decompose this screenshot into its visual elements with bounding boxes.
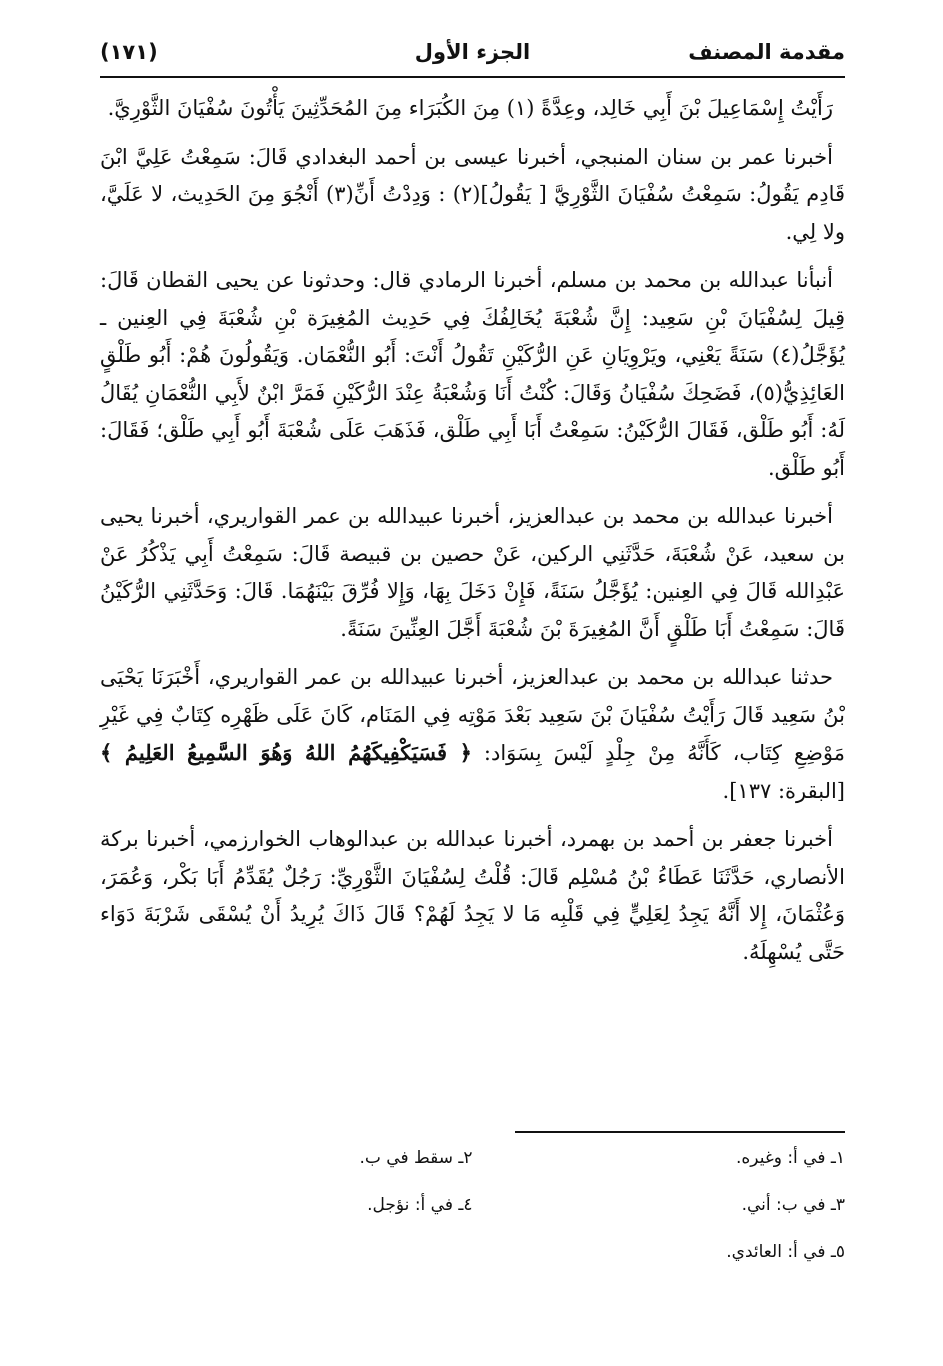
paragraph-4: أخبرنا عبدالله بن محمد بن عبدالعزيز، أخبرنا عبيدالله بن عمر القواريري، أخبرنا يحيى بن سعيد، عَنْ شُعْبَةَ، حَدَّثَنِي الركين، عَنْ حصين بن قبيصة قَالَ: سَمِعْتُ أَبِي يَذْكُرُ عَنْ عَبْدِالله قَالَ فِي العِنين: يُؤَجَّلُ سَنَةً، فَإِنْ دَخَلَ بِهَا، وَإِلا فُرِّقَ بَيْنَهُمَا. قَالَ: وَحَدَّثَنِي الرُّكَيْنُ قَالَ: سَمِعْتُ أَبَا طَلْقٍ أَنَّ المُغِيرَةَ بْنَ شُعْبَةَ أَجَّلَ العِنِّينَ سَنَةً. (100, 504, 845, 641)
section-title: مقدمة المصنف (688, 40, 845, 64)
page-body (100, 90, 845, 982)
paragraph-5 (100, 659, 845, 810)
paragraph-3: أنبأنا عبدالله بن محمد بن مسلم، أخبرنا الرمادي قال: وحدثونا عن يحيى القطان قَالَ: قِيلَ لِسُفْيَانَ بْنِ سَعِيد: إِنَّ شُعْبَةَ يُخَالِفُكَ فِي حَدِيث المُغِيرَة بْنِ شُعْبَةَ فِي العِنين ـ يُؤَجَّلُ(٤) سَنَةً يَعْنِي، ويَرْوِيَانِ عَنِ الرُّكَيْنِ تَقُولُ أَنْتَ: أَبُو النُّعْمَان. وَيَقُولُونَ هُمْ: أَبُو طَلْقٍ العَائِذِيُّ(٥)، فَضَحِكَ سُفْيَانُ وَقَالَ: كُنْتُ أَنَا وَشُعْبَةُ عِنْدَ الرُّكَيْنِ فَمَرَّ ابْنٌ لأَبِي النُّعْمَانِ يُقَالُ لَهُ: أَبُو طَلْق، فَقَالَ الرُّكَيْنُ: سَمِعْتُ أَبَا أَبِي طَلْق، فَذَهَبَ عَلَى شُعْبَةَ أَبُو أَبِي طَلْق؛ فَقَالَ: أَبُو طَلْق. (100, 268, 845, 480)
volume-title: الجزء الأول (414, 40, 531, 64)
footnote-1: ١ـ في أ: وغيره. (736, 1148, 845, 1168)
footnote-4: ٤ـ في أ: نؤجل. (367, 1195, 473, 1215)
page-number: (١٧١) (100, 40, 158, 64)
quran-reference: [البقرة: ١٣٧]. (722, 778, 845, 803)
footnote-2: ٢ـ سقط في ب. (359, 1148, 473, 1168)
paragraph-5-text: حدثنا عبدالله بن محمد بن عبدالعزيز، أخبرنا عبيدالله بن عمر القواريري، أَخْبَرَنَا يَحْيَى بْنُ سَعِيد قَالَ رَأَيْتُ سُفْيَانَ بْنَ سَعِيد بَعْدَ مَوْتِه فِي المَنَام، كَانَ عَلَى ظَهْرِه كِتَابٌ فِي غَيْرِ مَوْضِعِ كِتَاب، كَأَنَّهُ مِنْ جِلْدٍ لَيْسَ بِسَوَاد: (100, 665, 846, 765)
footnotes (100, 1148, 845, 1289)
paragraph-6: أخبرنا جعفر بن أحمد بن بهمرد، أخبرنا عبدالله بن عبدالوهاب الخوارزمي، أخبرنا بركة الأنصاري، حَدَّثَنَا عَطَاءُ بْنُ مُسْلِم قَالَ: قُلْتُ لِسُفْيَانَ الثَّوْرِيِّ: رَجُلٌ يُقَدِّمُ أَبَا بَكْر، وَعُمَرَ، وَعُثْمَانَ، إِلا أَنَّهُ يَجِدُ لِعَلِيٍّ فِي قَلْبِه مَا لا يَجِدُ لَهُمْ؟ قَالَ ذَاكَ يُرِيدُ أَنْ يُسْقَى شَرْبَةَ دَوَاء حَتَّى يُسْهِلَهُ. (100, 827, 845, 964)
footnote-5: ٥ـ في أ: العائدي. (726, 1242, 845, 1262)
header-divider (100, 76, 845, 78)
quran-quote: ﴿ فَسَيَكْفِيكَهُمُ اللهُ وَهُوَ السَّمِيعُ العَلِيمُ ﴾ (100, 740, 472, 765)
paragraph-2: أخبرنا عمر بن سنان المنبجي، أخبرنا عيسى بن أحمد البغدادي قَالَ: سَمِعْتُ عَلِيَّ ابْنَ قَادِم يَقُولُ: سَمِعْتُ سُفْيَانَ الثَّوْرِيَّ [ يَقُولُ](٢) : وَدِدْتُ أَنِّ(٣) أَنْجُوَ مِنَ الحَدِيث، لا عَلَيَّ، ولا لِي. (100, 144, 846, 244)
footnote-3: ٣ـ في ب: أني. (741, 1195, 845, 1215)
page-header (100, 40, 845, 70)
footnote-divider (515, 1131, 845, 1133)
paragraph-1: رَأَيْتُ إِسْمَاعِيلَ بْنَ أَبِي خَالِد، وعِدَّةً (١) مِنَ الكُبَرَاء مِنَ المُحَدِّثِينَ يَأْتُونَ سُفْيَانَ الثَّوْرِيَّ. (107, 96, 833, 120)
